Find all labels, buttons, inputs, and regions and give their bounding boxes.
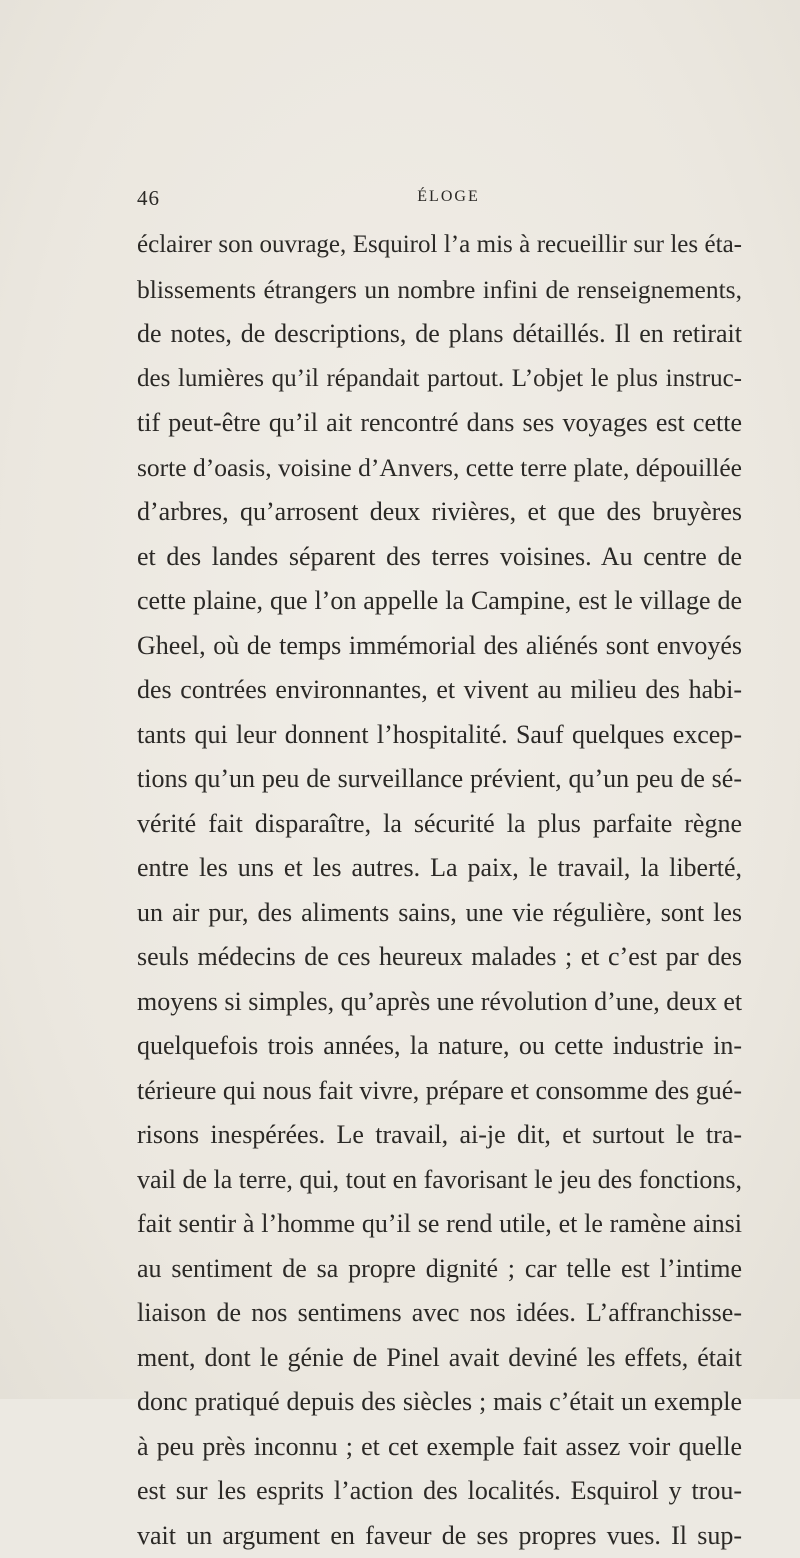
text-line: quelquefois trois années, la nature, ou cette industrie in- bbox=[137, 1024, 742, 1069]
page-header bbox=[137, 186, 742, 216]
text-line: ment, dont le génie de Pinel avait deviné les effets, était bbox=[137, 1336, 742, 1381]
text-line: des lumières qu’il répandait partout. L’objet le plus instruc- bbox=[137, 357, 742, 402]
body-text bbox=[137, 223, 742, 1558]
text-line: tif peut-être qu’il ait rencontré dans ses voyages est cette bbox=[137, 401, 742, 446]
page-number: 46 bbox=[137, 186, 160, 211]
text-line: moyens si simples, qu’après une révolution d’une, deux et bbox=[137, 980, 742, 1025]
running-head: ÉLOGE bbox=[137, 188, 742, 206]
text-line: térieure qui nous fait vivre, prépare et consomme des gué- bbox=[137, 1069, 742, 1114]
text-line: vérité fait disparaître, la sécurité la plus parfaite règne bbox=[137, 802, 742, 847]
text-line: entre les uns et les autres. La paix, le travail, la liberté, bbox=[137, 846, 742, 891]
text-line: cette plaine, que l’on appelle la Campine, est le village de bbox=[137, 579, 742, 624]
text-line: à peu près inconnu ; et cet exemple fait assez voir quelle bbox=[137, 1425, 742, 1470]
text-line: blissements étrangers un nombre infini de renseignements, bbox=[137, 268, 742, 313]
text-line: liaison de nos sentimens avec nos idées. L’affranchisse- bbox=[137, 1291, 742, 1336]
text-line: fait sentir à l’homme qu’il se rend utile, et le ramène ainsi bbox=[137, 1202, 742, 1247]
text-line: au sentiment de sa propre dignité ; car telle est l’intime bbox=[137, 1247, 742, 1292]
text-line: tants qui leur donnent l’hospitalité. Sauf quelques excep- bbox=[137, 713, 742, 758]
text-line: et des landes séparent des terres voisines. Au centre de bbox=[137, 535, 742, 580]
text-line: de notes, de descriptions, de plans détaillés. Il en retirait bbox=[137, 312, 742, 357]
text-line: donc pratiqué depuis des siècles ; mais c’était un exemple bbox=[137, 1380, 742, 1425]
text-line: vail de la terre, qui, tout en favorisant le jeu des fonctions, bbox=[137, 1158, 742, 1203]
text-line: tions qu’un peu de surveillance prévient, qu’un peu de sé- bbox=[137, 757, 742, 802]
text-line: sorte d’oasis, voisine d’Anvers, cette terre plate, dépouillée bbox=[137, 446, 742, 491]
text-line: d’arbres, qu’arrosent deux rivières, et que des bruyères bbox=[137, 490, 742, 535]
text-line: vait un argument en faveur de ses propres vues. Il sup- bbox=[137, 1514, 742, 1558]
text-line: seuls médecins de ces heureux malades ; et c’est par des bbox=[137, 935, 742, 980]
text-line: Gheel, où de temps immémorial des aliénés sont envoyés bbox=[137, 624, 742, 669]
text-line: risons inespérées. Le travail, ai-je dit, et surtout le tra- bbox=[137, 1113, 742, 1158]
text-line: un air pur, des aliments sains, une vie régulière, sont les bbox=[137, 891, 742, 936]
text-line: éclairer son ouvrage, Esquirol l’a mis à recueillir sur les éta- bbox=[137, 223, 742, 268]
text-line: des contrées environnantes, et vivent au milieu des habi- bbox=[137, 668, 742, 713]
text-line: est sur les esprits l’action des localités. Esquirol y trou- bbox=[137, 1469, 742, 1514]
